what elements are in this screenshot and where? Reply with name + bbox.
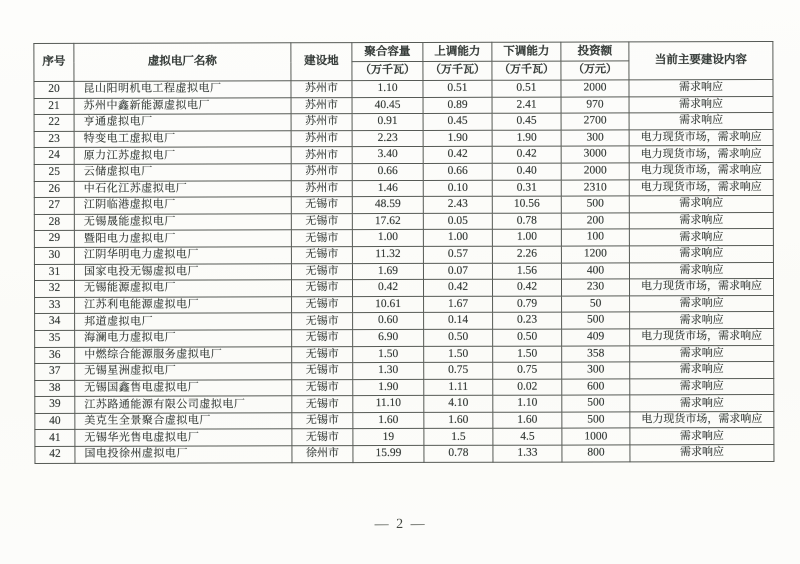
cell-index: 39 xyxy=(35,397,75,414)
cell-location: 无锡市 xyxy=(291,213,352,230)
cell-capacity: 0.42 xyxy=(352,280,423,297)
cell-up-capability: 0.14 xyxy=(424,313,493,330)
cell-capacity: 0.66 xyxy=(352,163,423,180)
cell-investment: 230 xyxy=(561,279,629,296)
cell-up-capability: 0.42 xyxy=(423,279,492,296)
cell-down-capability: 0.40 xyxy=(492,163,561,180)
cell-down-capability: 0.78 xyxy=(492,213,561,230)
cell-index: 38 xyxy=(35,380,75,397)
cell-plant-name: 昆山阳明机电工程虚拟电厂 xyxy=(74,81,291,98)
cell-plant-name: 邦道虚拟电厂 xyxy=(75,313,292,330)
cell-plant-name: 中石化江苏虚拟电厂 xyxy=(74,180,291,197)
cell-capacity: 1.60 xyxy=(353,412,424,429)
cell-up-capability: 1.67 xyxy=(424,296,493,313)
table-row xyxy=(35,411,774,430)
unit-investment: （万元） xyxy=(561,61,629,80)
cell-content: 需求响应 xyxy=(630,312,774,329)
cell-capacity: 2.23 xyxy=(352,130,423,147)
table-row xyxy=(34,162,773,181)
cell-index: 37 xyxy=(35,363,75,380)
cell-index: 32 xyxy=(34,280,74,297)
table-row xyxy=(34,229,773,248)
cell-capacity: 1.50 xyxy=(353,346,424,363)
cell-content: 电力现货市场，需求响应 xyxy=(629,162,773,179)
cell-location: 徐州市 xyxy=(292,446,353,463)
cell-investment: 358 xyxy=(562,345,630,362)
page-number: — 2 — xyxy=(374,516,427,533)
cell-plant-name: 苏州中鑫新能源虚拟电厂 xyxy=(74,97,291,114)
cell-plant-name: 云储虚拟电厂 xyxy=(74,164,291,181)
cell-location: 无锡市 xyxy=(292,363,353,380)
table-row xyxy=(34,80,773,99)
cell-index: 21 xyxy=(34,98,74,115)
col-header-capacity: 聚合容量 xyxy=(352,42,423,61)
cell-down-capability: 2.41 xyxy=(492,97,561,114)
cell-index: 40 xyxy=(35,413,75,430)
cell-capacity: 1.90 xyxy=(353,379,424,396)
cell-investment: 2700 xyxy=(561,113,629,130)
cell-up-capability: 0.45 xyxy=(423,113,492,130)
cell-content: 需求响应 xyxy=(630,362,774,379)
cell-investment: 2000 xyxy=(561,80,629,97)
cell-location: 无锡市 xyxy=(291,230,352,247)
table-row xyxy=(35,378,774,397)
cell-index: 27 xyxy=(34,198,74,215)
virtual-power-plant-table xyxy=(33,41,774,464)
cell-plant-name: 国家电投无锡虚拟电厂 xyxy=(74,263,291,280)
cell-up-capability: 0.10 xyxy=(423,180,492,197)
cell-investment: 300 xyxy=(562,362,630,379)
cell-plant-name: 江苏路通能源有限公司虚拟电厂 xyxy=(75,396,292,413)
table-row xyxy=(35,395,774,414)
table-row xyxy=(34,96,773,115)
cell-content: 需求响应 xyxy=(629,245,773,262)
cell-plant-name: 国电投徐州虚拟电厂 xyxy=(75,446,292,463)
cell-content: 需求响应 xyxy=(630,428,774,445)
cell-up-capability: 0.07 xyxy=(423,263,492,280)
cell-plant-name: 原力江苏虚拟电厂 xyxy=(74,147,291,164)
cell-capacity: 11.32 xyxy=(352,246,423,263)
cell-plant-name: 江阴华明电力虚拟电厂 xyxy=(74,247,291,264)
cell-plant-name: 江苏利电能源虚拟电厂 xyxy=(75,297,292,314)
cell-down-capability: 0.42 xyxy=(492,279,561,296)
cell-capacity: 48.59 xyxy=(352,197,423,214)
cell-content: 电力现货市场，需求响应 xyxy=(629,146,773,163)
cell-down-capability: 0.23 xyxy=(493,312,562,329)
cell-content: 需求响应 xyxy=(630,295,774,312)
cell-down-capability: 0.31 xyxy=(492,180,561,197)
cell-location: 无锡市 xyxy=(291,280,352,297)
cell-index: 41 xyxy=(35,430,75,447)
cell-down-capability: 2.26 xyxy=(492,246,561,263)
cell-plant-name: 无锡晟能虚拟电厂 xyxy=(74,214,291,231)
table-row xyxy=(34,196,773,215)
cell-capacity: 1.30 xyxy=(353,363,424,380)
cell-down-capability: 1.60 xyxy=(493,412,562,429)
col-header-down-capability: 下调能力 xyxy=(492,42,561,61)
cell-up-capability: 2.43 xyxy=(423,196,492,213)
cell-plant-name: 暨阳电力虚拟电厂 xyxy=(74,230,291,247)
cell-plant-name: 江阴临港虚拟电厂 xyxy=(74,197,291,214)
cell-investment: 970 xyxy=(561,96,629,113)
cell-location: 苏州市 xyxy=(291,97,352,114)
table-row xyxy=(35,445,774,464)
cell-location: 苏州市 xyxy=(291,114,352,131)
cell-location: 苏州市 xyxy=(291,81,352,98)
cell-location: 苏州市 xyxy=(291,130,352,147)
col-header-up-capability: 上调能力 xyxy=(423,42,492,61)
cell-index: 23 xyxy=(34,131,74,148)
cell-index: 25 xyxy=(34,164,74,181)
cell-capacity: 1.10 xyxy=(352,80,423,97)
cell-investment: 600 xyxy=(562,379,630,396)
table-row xyxy=(35,428,774,447)
table-header xyxy=(34,42,773,82)
cell-down-capability: 0.50 xyxy=(493,329,562,346)
cell-content: 电力现货市场，需求响应 xyxy=(629,179,773,196)
table-row xyxy=(34,179,773,198)
cell-down-capability: 1.50 xyxy=(493,346,562,363)
table-row xyxy=(35,312,774,331)
table-row xyxy=(34,146,773,165)
col-header-content: 当前主要建设内容 xyxy=(629,42,773,80)
cell-index: 20 xyxy=(34,81,74,98)
cell-down-capability: 1.00 xyxy=(492,229,561,246)
cell-capacity: 19 xyxy=(353,429,424,446)
cell-up-capability: 1.60 xyxy=(424,412,493,429)
cell-index: 24 xyxy=(34,148,74,165)
cell-down-capability: 0.42 xyxy=(492,146,561,163)
cell-down-capability: 0.02 xyxy=(493,379,562,396)
cell-location: 苏州市 xyxy=(291,147,352,164)
cell-index: 31 xyxy=(34,264,74,281)
cell-investment: 3000 xyxy=(561,146,629,163)
col-header-location: 建设地 xyxy=(291,43,352,81)
cell-investment: 1200 xyxy=(561,246,629,263)
cell-plant-name: 无锡华光售电虚拟电厂 xyxy=(75,429,292,446)
col-header-investment: 投资额 xyxy=(561,42,629,61)
cell-investment: 400 xyxy=(561,262,629,279)
cell-location: 无锡市 xyxy=(291,197,352,214)
cell-location: 无锡市 xyxy=(291,263,352,280)
table-row xyxy=(35,328,774,347)
cell-capacity: 1.00 xyxy=(352,230,423,247)
cell-investment: 50 xyxy=(562,296,630,313)
cell-up-capability: 1.5 xyxy=(424,429,493,446)
cell-location: 无锡市 xyxy=(292,330,353,347)
table-row xyxy=(34,245,773,264)
table-body xyxy=(34,80,774,464)
cell-plant-name: 海澜电力虚拟电厂 xyxy=(75,330,292,347)
unit-up-capability: （万千瓦） xyxy=(423,61,492,80)
cell-capacity: 3.40 xyxy=(352,147,423,164)
cell-up-capability: 0.78 xyxy=(424,445,493,462)
cell-investment: 500 xyxy=(562,395,630,412)
cell-index: 42 xyxy=(35,446,75,463)
header-title-row xyxy=(34,42,773,63)
cell-location: 苏州市 xyxy=(291,164,352,181)
cell-capacity: 0.91 xyxy=(352,114,423,131)
cell-up-capability: 0.66 xyxy=(423,163,492,180)
cell-up-capability: 1.00 xyxy=(423,230,492,247)
table-row xyxy=(34,129,773,148)
cell-content: 需求响应 xyxy=(629,196,773,213)
cell-up-capability: 0.05 xyxy=(423,213,492,230)
cell-up-capability: 0.57 xyxy=(423,246,492,263)
cell-plant-name: 无锡国鑫售电虚拟电厂 xyxy=(75,379,292,396)
cell-location: 无锡市 xyxy=(292,412,353,429)
cell-location: 无锡市 xyxy=(292,296,353,313)
cell-up-capability: 0.50 xyxy=(424,329,493,346)
cell-location: 无锡市 xyxy=(292,429,353,446)
cell-investment: 409 xyxy=(562,329,630,346)
cell-up-capability: 0.89 xyxy=(423,97,492,114)
cell-investment: 100 xyxy=(561,229,629,246)
cell-investment: 2000 xyxy=(561,163,629,180)
cell-up-capability: 4.10 xyxy=(424,396,493,413)
cell-index: 30 xyxy=(34,247,74,264)
unit-capacity: （万千瓦） xyxy=(352,61,423,80)
cell-content: 电力现货市场，需求响应 xyxy=(630,411,774,428)
cell-investment: 500 xyxy=(562,312,630,329)
cell-location: 无锡市 xyxy=(291,247,352,264)
cell-capacity: 1.69 xyxy=(352,263,423,280)
cell-index: 29 xyxy=(34,231,74,248)
cell-content: 需求响应 xyxy=(630,395,774,412)
cell-investment: 500 xyxy=(561,196,629,213)
cell-down-capability: 0.79 xyxy=(493,296,562,313)
cell-up-capability: 0.42 xyxy=(423,147,492,164)
cell-location: 无锡市 xyxy=(292,379,353,396)
cell-capacity: 1.46 xyxy=(352,180,423,197)
cell-index: 34 xyxy=(35,314,75,331)
cell-index: 36 xyxy=(35,347,75,364)
cell-investment: 200 xyxy=(561,213,629,230)
cell-down-capability: 1.90 xyxy=(492,130,561,147)
cell-content: 需求响应 xyxy=(629,113,773,130)
cell-investment: 2310 xyxy=(561,179,629,196)
cell-investment: 300 xyxy=(561,130,629,147)
cell-down-capability: 4.5 xyxy=(493,429,562,446)
cell-investment: 500 xyxy=(562,412,630,429)
cell-content: 电力现货市场，需求响应 xyxy=(629,129,773,146)
cell-content: 需求响应 xyxy=(630,378,774,395)
cell-up-capability: 0.75 xyxy=(424,362,493,379)
cell-content: 需求响应 xyxy=(629,229,773,246)
cell-plant-name: 特变电工虚拟电厂 xyxy=(74,131,291,148)
cell-capacity: 0.60 xyxy=(353,313,424,330)
cell-capacity: 15.99 xyxy=(353,446,424,463)
cell-content: 需求响应 xyxy=(629,96,773,113)
table-row xyxy=(35,345,774,364)
cell-index: 26 xyxy=(34,181,74,198)
cell-plant-name: 无锡星洲虚拟电厂 xyxy=(75,363,292,380)
cell-content: 需求响应 xyxy=(629,212,773,229)
cell-down-capability: 1.10 xyxy=(493,395,562,412)
cell-content: 电力现货市场，需求响应 xyxy=(630,328,774,345)
table-row xyxy=(34,279,773,298)
table-row xyxy=(35,295,774,314)
cell-location: 苏州市 xyxy=(291,180,352,197)
table-row xyxy=(34,113,773,132)
cell-up-capability: 1.50 xyxy=(424,346,493,363)
cell-down-capability: 0.75 xyxy=(493,362,562,379)
cell-capacity: 11.10 xyxy=(353,396,424,413)
cell-index: 28 xyxy=(34,214,74,231)
cell-plant-name: 亨通虚拟电厂 xyxy=(74,114,291,131)
cell-index: 33 xyxy=(35,297,75,314)
cell-down-capability: 1.33 xyxy=(493,445,562,462)
cell-plant-name: 中燃综合能源服务虚拟电厂 xyxy=(75,346,292,363)
cell-plant-name: 美克生全景聚合虚拟电厂 xyxy=(75,413,292,430)
cell-up-capability: 1.90 xyxy=(423,130,492,147)
cell-content: 电力现货市场，需求响应 xyxy=(629,279,773,296)
cell-capacity: 17.62 xyxy=(352,213,423,230)
cell-up-capability: 0.51 xyxy=(423,80,492,97)
cell-location: 无锡市 xyxy=(292,346,353,363)
cell-content: 需求响应 xyxy=(630,445,774,462)
cell-plant-name: 无锡能源虚拟电厂 xyxy=(74,280,291,297)
cell-index: 35 xyxy=(35,330,75,347)
col-header-plant-name: 虚拟电厂名称 xyxy=(74,43,291,82)
unit-down-capability: （万千瓦） xyxy=(492,61,561,80)
cell-location: 无锡市 xyxy=(292,396,353,413)
cell-content: 需求响应 xyxy=(629,262,773,279)
cell-up-capability: 1.11 xyxy=(424,379,493,396)
table-row xyxy=(34,212,773,231)
cell-capacity: 40.45 xyxy=(352,97,423,114)
cell-location: 无锡市 xyxy=(292,313,353,330)
cell-investment: 1000 xyxy=(562,428,630,445)
cell-index: 22 xyxy=(34,115,74,132)
col-header-index: 序号 xyxy=(34,43,74,81)
table-row xyxy=(35,362,774,381)
table-row xyxy=(34,262,773,281)
cell-investment: 800 xyxy=(562,445,630,462)
cell-down-capability: 1.56 xyxy=(492,263,561,280)
cell-capacity: 6.90 xyxy=(353,329,424,346)
cell-down-capability: 10.56 xyxy=(492,196,561,213)
cell-down-capability: 0.51 xyxy=(492,80,561,97)
cell-content: 需求响应 xyxy=(629,80,773,97)
cell-capacity: 10.61 xyxy=(353,296,424,313)
cell-content: 需求响应 xyxy=(630,345,774,362)
cell-down-capability: 0.45 xyxy=(492,113,561,130)
